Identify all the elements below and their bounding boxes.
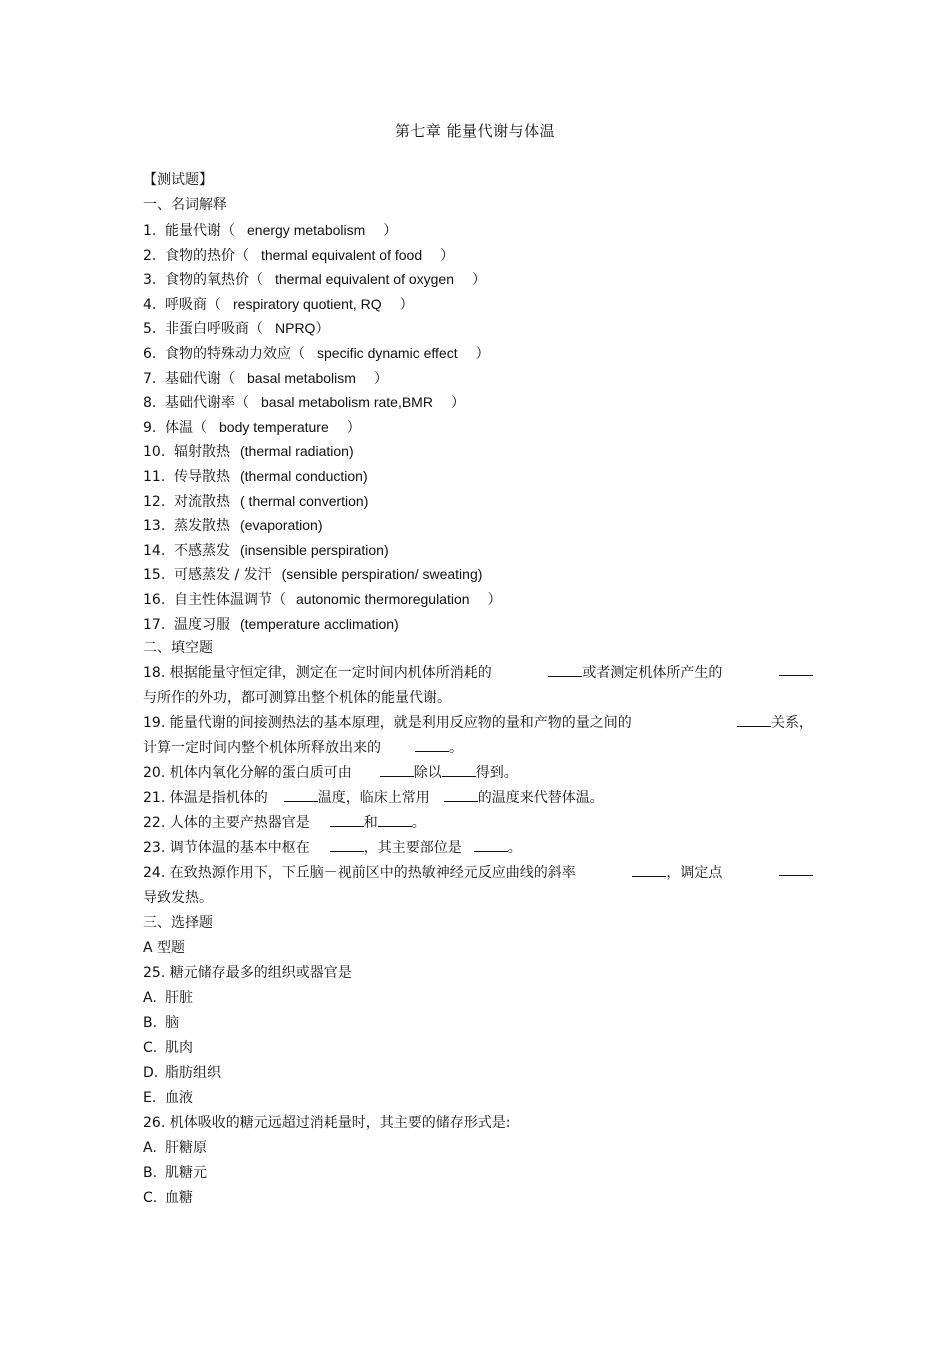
- term-number: 15.: [143, 567, 166, 584]
- term-close: ）: [399, 296, 414, 313]
- fill-blank[interactable]: [444, 787, 478, 802]
- term-chinese: 蒸发散热: [174, 518, 230, 535]
- q18-text-a: 18. 根据能量守恒定律，测定在一定时间内机体所消耗的: [143, 665, 492, 682]
- term-english: thermal equivalent of oxygen: [275, 271, 454, 288]
- term-item: [143, 612, 813, 637]
- term-chinese: 传导散热: [174, 468, 230, 485]
- fill-blank[interactable]: [737, 712, 771, 727]
- fill-blank[interactable]: [380, 762, 414, 777]
- term-english: thermal equivalent of food: [261, 246, 423, 263]
- term-english: (thermal radiation): [240, 443, 354, 460]
- section-fill-heading: 二、填空题: [143, 640, 213, 657]
- option-text: 血液: [165, 1090, 193, 1107]
- option-text: 脑: [165, 1015, 179, 1032]
- term-number: 9.: [143, 419, 157, 436]
- term-english: (evaporation): [240, 517, 323, 534]
- term-number: 6.: [143, 345, 157, 362]
- term-chinese: 呼吸商（: [165, 296, 221, 313]
- q19-text-a: 19. 能量代谢的间接测热法的基本原理，就是利用反应物的量和产物的量之间的: [143, 715, 632, 732]
- term-item: [143, 587, 813, 612]
- term-item: [143, 267, 813, 292]
- option-text: 肝糖原: [165, 1140, 207, 1157]
- q24-text-b: ，调定点: [666, 865, 723, 882]
- term-close: ）: [472, 272, 486, 289]
- question-25-options: [143, 986, 813, 1111]
- term-number: 11.: [143, 468, 166, 485]
- term-english: respiratory quotient, RQ: [233, 295, 382, 312]
- type-a-heading: A 型题: [143, 940, 186, 957]
- fill-blank[interactable]: [779, 861, 813, 876]
- fill-blank[interactable]: [632, 862, 666, 877]
- choice-option[interactable]: [143, 1011, 813, 1036]
- term-english: NPRQ）: [275, 320, 330, 337]
- choice-option[interactable]: [143, 1136, 813, 1161]
- q21-text-c: 的温度来代替体温。: [477, 790, 604, 807]
- term-item: [143, 415, 813, 440]
- option-key: B.: [143, 1015, 158, 1032]
- section-terms-heading: 一、名词解释: [143, 197, 227, 213]
- term-chinese: 基础代谢（: [165, 370, 235, 387]
- option-text: 脂肪组织: [165, 1065, 221, 1082]
- term-chinese: 不感蒸发: [174, 542, 230, 559]
- q23-text-a: 23. 调节体温的基本中枢在: [143, 840, 310, 857]
- option-key: A.: [143, 1140, 157, 1157]
- question-26-stem: 26. 机体吸收的糖元远超过消耗量时，其主要的储存形式是:: [143, 1115, 511, 1132]
- q21-text-b: 温度，临床上常用: [317, 790, 430, 807]
- question-25-stem: 25. 糖元储存最多的组织或器官是: [143, 965, 352, 982]
- term-item: [143, 292, 813, 317]
- option-text: 血糖: [165, 1190, 193, 1207]
- fill-blank[interactable]: [474, 837, 508, 852]
- chapter-title: 第七章 能量代谢与体温: [394, 122, 556, 140]
- term-number: 7.: [143, 370, 157, 387]
- term-close: ）: [475, 345, 490, 362]
- option-key: B.: [143, 1165, 158, 1182]
- fill-blank[interactable]: [284, 787, 318, 802]
- term-item: [143, 390, 813, 415]
- term-chinese: 食物的氧热价（: [165, 272, 263, 289]
- q18-text-c: 与所作的外功，都可测算出整个机体的能量代谢。: [143, 690, 451, 707]
- choice-option[interactable]: [143, 1036, 813, 1061]
- term-item: [143, 316, 813, 341]
- term-number: 14.: [143, 542, 166, 559]
- q19-text-b: 关系，: [771, 715, 813, 732]
- term-english: (temperature acclimation): [240, 615, 399, 632]
- q21-text-a: 21. 体温是指机体的: [143, 790, 268, 807]
- term-number: 16.: [143, 591, 166, 608]
- term-number: 3.: [143, 272, 157, 289]
- q24-text-a: 24. 在致热源作用下，下丘脑－视前区中的热敏神经元反应曲线的斜率: [143, 865, 576, 882]
- q19-text-d: 。: [449, 740, 463, 757]
- fill-blank[interactable]: [330, 812, 364, 827]
- option-key: A.: [143, 990, 157, 1007]
- term-number: 2.: [143, 247, 157, 264]
- term-close: ）: [346, 419, 361, 436]
- term-chinese: 体温（: [165, 419, 207, 436]
- question-18: [143, 661, 813, 711]
- term-english: ( thermal convertion): [240, 492, 369, 509]
- q20-text-b: 除以: [413, 765, 442, 782]
- document-body: [143, 168, 813, 1211]
- term-close: ）: [450, 395, 465, 412]
- test-section-heading: 【测试题】: [143, 172, 213, 188]
- q24-text-c: 导致发热。: [143, 890, 213, 907]
- term-chinese: 基础代谢率（: [165, 395, 249, 412]
- term-chinese: 温度习服: [174, 616, 230, 633]
- term-item: [143, 513, 813, 538]
- question-20: [143, 761, 813, 786]
- fill-blank[interactable]: [442, 762, 476, 777]
- fill-blank[interactable]: [779, 661, 813, 676]
- term-item: [143, 439, 813, 464]
- question-26-options: [143, 1136, 813, 1211]
- term-number: 8.: [143, 395, 157, 412]
- term-close: ）: [383, 223, 398, 239]
- term-item: [143, 341, 813, 366]
- term-chinese: 食物的热价（: [165, 247, 249, 264]
- term-item: [143, 366, 813, 391]
- question-23: [143, 836, 813, 861]
- question-19: [143, 711, 813, 761]
- term-english: (sensible perspiration/ sweating): [281, 566, 483, 583]
- choice-option[interactable]: [143, 986, 813, 1011]
- term-item: [143, 562, 813, 587]
- option-text: 肌肉: [165, 1040, 193, 1057]
- question-21: [143, 786, 813, 811]
- term-item: [143, 489, 813, 514]
- term-chinese: 可感蒸发 / 发汗: [174, 567, 272, 584]
- term-english: body temperature: [219, 418, 329, 435]
- q20-text-a: 20. 机体内氧化分解的蛋白质可由: [143, 765, 352, 782]
- term-number: 13.: [143, 518, 166, 535]
- term-chinese: 对流散热: [174, 493, 230, 510]
- q23-text-c: 。: [507, 840, 522, 857]
- fill-blank[interactable]: [378, 812, 412, 827]
- term-item: [143, 243, 813, 268]
- term-number: 4.: [143, 296, 157, 313]
- term-close: ）: [373, 370, 388, 387]
- choice-option[interactable]: [143, 1186, 813, 1211]
- question-22: [143, 811, 813, 836]
- q23-text-b: ，其主要部位是: [363, 840, 462, 857]
- option-key: C.: [143, 1040, 158, 1057]
- q22-text-a: 22. 人体的主要产热器官是: [143, 815, 310, 832]
- term-chinese: 能量代谢（: [165, 223, 235, 239]
- option-key: E.: [143, 1090, 157, 1107]
- term-english: autonomic thermoregulation: [296, 590, 470, 607]
- term-number: 12.: [143, 493, 166, 510]
- term-english: basal metabolism: [247, 369, 356, 386]
- term-chinese: 食物的特殊动力效应（: [165, 345, 305, 362]
- q22-text-c: 。: [411, 815, 426, 832]
- term-english: (thermal conduction): [240, 467, 368, 484]
- term-close: ）: [487, 591, 502, 608]
- term-number: 17.: [143, 616, 166, 633]
- term-chinese: 辐射散热: [174, 444, 230, 461]
- term-item: [143, 218, 813, 243]
- terms-list: [143, 218, 813, 636]
- term-chinese: 非蛋白呼吸商（: [165, 321, 263, 338]
- option-key: D.: [143, 1065, 159, 1082]
- term-number: 5.: [143, 321, 157, 338]
- term-english: specific dynamic effect: [317, 344, 458, 361]
- choice-option[interactable]: [143, 1086, 813, 1111]
- term-english: (insensible perspiration): [240, 541, 389, 558]
- option-text: 肌糖元: [165, 1165, 207, 1182]
- q22-text-b: 和: [363, 815, 378, 832]
- term-item: [143, 464, 813, 489]
- choice-option[interactable]: [143, 1161, 813, 1186]
- term-number: 1.: [143, 223, 157, 239]
- term-item: [143, 538, 813, 563]
- option-key: C.: [143, 1190, 158, 1207]
- option-text: 肝脏: [165, 990, 193, 1007]
- q19-text-c: 计算一定时间内整个机体所释放出来的: [143, 740, 381, 757]
- choice-option[interactable]: [143, 1061, 813, 1086]
- q18-text-b: 或者测定机体所产生的: [582, 665, 723, 682]
- term-english: energy metabolism: [247, 222, 366, 238]
- fill-blank[interactable]: [548, 662, 582, 677]
- term-number: 10.: [143, 444, 166, 461]
- fill-blank[interactable]: [330, 837, 364, 852]
- q20-text-c: 得到。: [475, 765, 518, 782]
- term-close: ）: [440, 247, 455, 264]
- term-english: basal metabolism rate,BMR: [261, 394, 433, 411]
- question-24: [143, 861, 813, 911]
- fill-blank[interactable]: [415, 737, 449, 752]
- term-chinese: 自主性体温调节（: [174, 591, 286, 608]
- section-choice-heading: 三、选择题: [143, 915, 213, 932]
